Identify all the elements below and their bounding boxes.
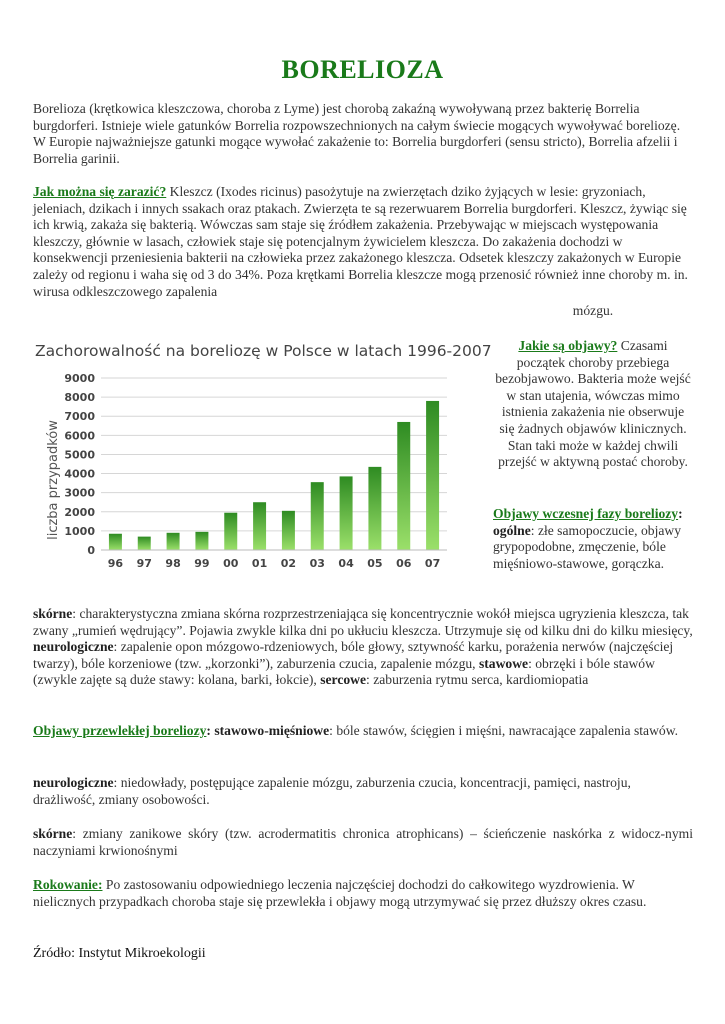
bar-98 [167, 533, 180, 550]
early-neuro-text: : zapalenie opon mózgowo-rdzeniowych, bóle głowy, sztywność karku, porażenia nerwów (najczęściej twarzy), bóle korzeniowe (tzw. „korzonki”), zaburzenia czucia, zapalenie mózgu, [33, 639, 674, 671]
y-tick-label-2000: 2000 [64, 505, 95, 519]
early-heart-text: : zaburzenia rytmu serca, kardiomiopatia [366, 672, 589, 688]
y-tick-label-9000: 9000 [64, 372, 95, 385]
chronic-skin-label: skórne [33, 826, 73, 841]
symptoms-heading: Jakie są objawy? [518, 338, 618, 353]
y-tick-label-4000: 4000 [64, 467, 95, 481]
chronic-musc-text: : bóle stawów, ścięgien i mięśni, nawracające zapalenia stawów. [329, 723, 679, 738]
x-tick-label-05: 05 [367, 557, 383, 570]
bar-04 [340, 476, 353, 550]
y-tick-label-3000: 3000 [64, 486, 95, 500]
symptoms-paragraph [493, 338, 693, 471]
early-details-paragraph [33, 606, 693, 689]
chronic-heading: Objawy przewlekłej boreliozy [33, 723, 207, 738]
chronic-neuro-paragraph [33, 775, 693, 808]
intro-paragraph: Borelioza (krętkowica kleszczowa, choroba z Lyme) jest chorobą zakaźną wywoływaną przez bakterię Borrelia burgdorferi. Istnieje wiele gatunków Borrelia rozpowszechnionych na całym świecie mogących wywoływać boreliozę. W Europie najważniejsze gatunki mogące wywołać zakażenie to: Borrelia burgdorferi (sensu stricto), Borrelia afzelii i Borrelia garinii. [33, 101, 681, 166]
y-tick-label-7000: 7000 [64, 410, 95, 424]
bar-06 [397, 422, 410, 550]
prognosis-text: Po zastosowaniu odpowiedniego leczenia najczęściej dochodzi do całkowitego wyzdrowienia. W nielicznych przypadkach choroba staje się przewlekła i objawy mogą utrzymywać się przez dłuższy okres czasu. [33, 877, 647, 909]
x-tick-label-06: 06 [396, 557, 412, 570]
x-tick-label-97: 97 [136, 557, 152, 570]
early-colon: : [678, 506, 683, 521]
early-neuro-label: neurologiczne [33, 639, 114, 655]
source-line: Źródło: Instytut Mikroekologii [33, 946, 206, 961]
x-tick-label-02: 02 [280, 557, 297, 570]
bar-07 [426, 401, 439, 550]
prognosis-paragraph [33, 877, 693, 910]
prognosis-heading: Rokowanie: [33, 877, 103, 892]
bar-96 [109, 534, 122, 550]
early-heading: Objawy wczesnej fazy boreliozy [493, 506, 679, 521]
chart-ylabel: liczba przypadków [46, 420, 61, 540]
early-heart-label: sercowe [320, 672, 367, 688]
y-tick-label-0: 0 [87, 544, 95, 557]
chronic-neuro-text: : niedowłady, postępujące zapalenie mózgu, zaburzenia czucia, koncentracji, pamięci, nastroju, drażliwość, zmiany osobowości. [33, 775, 631, 807]
chronic-musc-label: stawowo-mięśniowe [214, 723, 330, 738]
y-tick-label-8000: 8000 [64, 391, 95, 405]
x-tick-label-07: 07 [424, 557, 441, 570]
early-general-label: ogólne [493, 522, 531, 538]
early-skin-label: skórne [33, 606, 73, 621]
bar-99 [195, 532, 208, 550]
x-tick-label-01: 01 [251, 557, 268, 570]
bar-00 [224, 513, 237, 550]
x-tick-label-00: 00 [223, 557, 239, 570]
early-general-text: : złe samopoczucie, objawy grypopodobne, zmęczenie, bóle mięśniowo-stawowe, gorączka. [493, 522, 681, 571]
chart-svg [35, 338, 492, 578]
bar-03 [311, 482, 324, 550]
y-tick-label-1000: 1000 [64, 524, 95, 538]
bar-01 [253, 502, 266, 550]
x-tick-label-98: 98 [165, 557, 181, 570]
infection-paragraph [33, 184, 693, 300]
early-joint-label: stawowe [478, 655, 529, 671]
x-tick-label-96: 96 [107, 557, 124, 570]
chart-title: Zachorowalność na boreliozę w Polsce w latach 1996-2007 [35, 342, 492, 360]
chronic-colon: : [206, 723, 215, 738]
y-tick-label-6000: 6000 [64, 429, 95, 443]
infection-last-word: mózgu. [572, 303, 614, 318]
x-tick-label-03: 03 [309, 557, 325, 570]
bar-97 [138, 537, 151, 550]
early-skin-text: : charakterystyczna zmiana skórna rozprzestrzeniająca się koncentrycznie wokół miejsca ugryzienia kleszcza, tak zwany „rumień wędrujący”. Pojawia zwykle kilka dni po ukłuciu kleszcza. Utrzymuje się od kilku dni do kilku miesięcy, [33, 606, 693, 638]
bar-02 [282, 511, 295, 550]
early-general-paragraph [493, 506, 693, 572]
infection-heading: Jak można się zarazić? [33, 184, 167, 199]
y-tick-label-5000: 5000 [64, 448, 95, 462]
chronic-skin-text: : zmiany zanikowe skóry (tzw. acrodermatitis chronica atrophicans) – ścieńczenie naskórka z widocz-nymi naczyniami krwionośnymi [33, 826, 693, 858]
incidence-chart [35, 338, 492, 578]
early-joint-text: : obrzęki i bóle stawów (zwykle zajęte są duże stawy: kolana, barki, łokcie), [33, 655, 655, 688]
infection-text: Kleszcz (Ixodes ricinus) pasożytuje na zwierzętach dziko żyjących w lesie: gryzoniach, jeleniach, dzikach i innych ssakach oraz ptakach. Zwierzęta te są rezerwuarem Borrelia burgdorferi. Kleszcz, żywiąc się ich krwią, zakaża się bakterią. Wówczas sam staje się źródłem zakażenia. Przebywając w miejscach występowania kleszczy, głównie w lasach, człowiek staje się potencjalnym żywicielem kleszcza. Do zakażenia dochodzi w konsekwencji przeniesienia bakterii na człowieka przez zakażonego kleszcza. Odsetek kleszczy zakażonych w Europie zależy od regionu i waha się od 3 do 34%. Poza krętkami Borrelia kleszcze mogą przenosić również inne choroby m. in. wirusa odkleszczowego zapalenia [33, 184, 688, 299]
chronic-skin-paragraph [33, 826, 693, 859]
page-title: BORELIOZA [281, 55, 444, 84]
x-tick-label-99: 99 [194, 557, 210, 570]
chronic-musc-paragraph [33, 723, 693, 740]
bar-05 [368, 467, 381, 550]
x-tick-label-04: 04 [338, 557, 354, 570]
symptoms-text: Czasami początek choroby przebiega bezobjawowo. Bakteria może wejść w stan utajenia, wówczas mimo istnienia zakażenia nie obserwuje się żadnych objawów klinicznych. Stan taki może w każdej chwili przejść w aktywną postać choroby. [495, 338, 691, 470]
chronic-neuro-label: neurologiczne [33, 775, 114, 790]
